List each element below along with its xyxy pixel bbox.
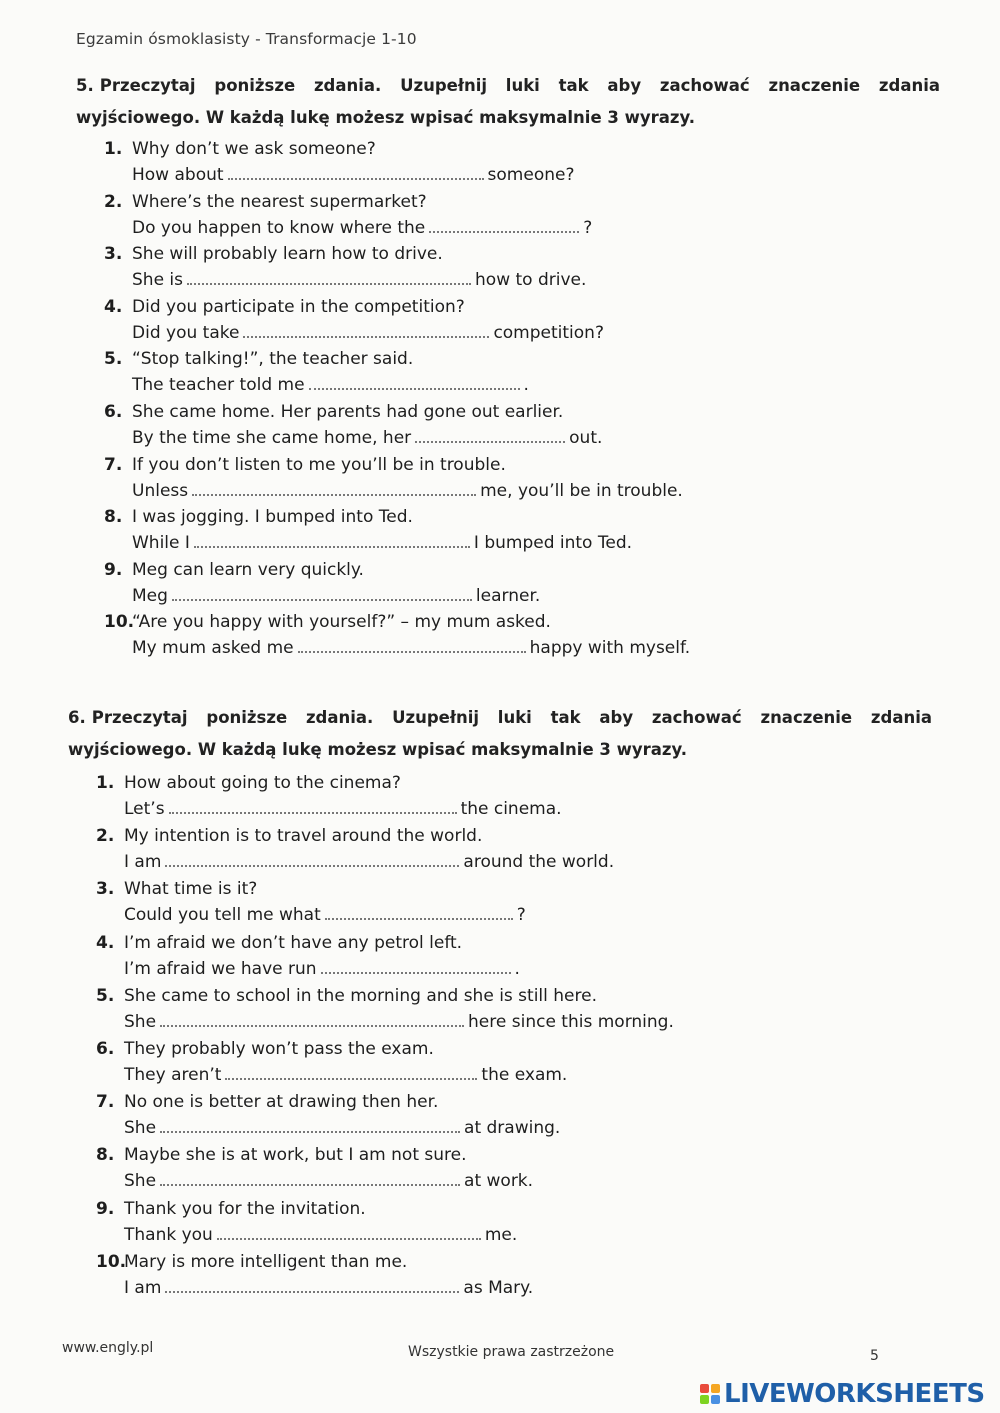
liveworksheets-logo [700,1380,985,1408]
answer-line [104,478,683,504]
logo-mark-tile [700,1395,709,1404]
answer-prefix: Meg [132,585,168,606]
question-sentence [104,452,506,478]
question-text: Where’s the nearest supermarket? [132,191,427,212]
answer-prefix: She [124,1118,157,1139]
answer-blank[interactable] [160,1170,460,1186]
question-text: I’m afraid we don’t have any petrol left. [124,932,463,953]
logo-text: LIVEWORKSHEETS [724,1379,985,1409]
answer-line [96,1062,567,1088]
question-text: Thank you for the invitation. [124,1198,366,1219]
question-number: 1. [104,139,123,159]
answer-blank[interactable] [243,322,489,338]
question-text: Maybe she is at work, but I am not sure. [124,1145,467,1166]
question-sentence [96,1142,467,1168]
logo-mark-tile [711,1384,720,1393]
question-number: 4. [96,932,115,953]
answer-blank[interactable] [169,798,457,814]
question-number: 5. [104,349,123,370]
answer-blank[interactable] [217,1224,481,1240]
answer-prefix: They aren’t [124,1065,222,1085]
answer-blank[interactable] [160,1117,460,1133]
answer-blank[interactable] [298,637,526,653]
question-text: I was jogging. I bumped into Ted. [132,507,413,528]
answer-suffix: how to drive. [475,270,587,291]
question-text: She came home. Her parents had gone out earlier. [132,402,564,422]
question-text: Did you participate in the competition? [132,296,465,317]
answer-prefix: She is [132,270,184,291]
answer-blank[interactable] [160,1011,464,1027]
question-sentence [104,241,443,267]
question-text: What time is it? [124,879,258,900]
answer-blank[interactable] [192,480,476,496]
answer-line [96,1275,533,1301]
answer-line [96,956,520,982]
question-sentence [96,1196,366,1222]
question-sentence [96,823,482,849]
section5-instruction-line1: Przeczytaj poniższe zdania. Uzupełnij luki tak aby zachować znaczenie zdania [99,76,940,95]
answer-prefix: While I [132,533,190,554]
question-text: If you don’t listen to me you’ll be in trouble. [132,454,506,475]
answer-line [104,635,690,661]
question-text: She will probably learn how to drive. [132,244,443,265]
answer-blank[interactable] [187,269,471,285]
question-sentence [96,930,462,956]
answer-prefix: I am [124,1277,162,1298]
answer-suffix: ? [516,905,526,926]
question-number: 2. [104,191,123,212]
question-number: 10. [96,1251,127,1272]
question-number: 9. [104,559,123,580]
question-sentence [96,983,597,1009]
answer-line [104,530,632,556]
answer-blank[interactable] [429,217,579,233]
answer-line [96,796,562,822]
question-sentence [96,770,401,796]
logo-mark-tile [700,1384,709,1393]
question-sentence [96,1249,407,1275]
answer-prefix: How about [132,165,224,185]
question-sentence [104,504,413,530]
section6-instruction-line1: Przeczytaj poniższe zdania. Uzupełnij luki tak aby zachować znaczenie zdania [91,708,932,727]
question-number: 10. [104,612,135,633]
answer-suffix: as Mary. [463,1277,534,1298]
answer-line [96,1222,517,1248]
answer-suffix: . [523,375,529,396]
answer-suffix: someone? [487,165,575,185]
question-sentence [96,1089,438,1115]
question-sentence [96,1036,434,1062]
question-sentence [104,557,364,583]
answer-prefix: She [124,1171,157,1192]
answer-blank[interactable] [325,904,513,920]
question-number: 7. [96,1092,115,1113]
section5-instruction [76,70,940,134]
answer-line [104,583,540,609]
answer-suffix: the exam. [481,1065,568,1085]
footer-page-number: 5 [870,1348,879,1364]
answer-suffix: ? [583,217,593,238]
answer-prefix: My mum asked me [132,638,294,659]
answer-blank[interactable] [165,851,459,867]
question-sentence [104,294,465,320]
question-text: How about going to the cinema? [124,773,401,793]
section6-instruction-line2: wyjściowego. W każdą lukę możesz wpisać maksymalnie 3 wyrazy. [68,740,687,759]
footer-rights: Wszystkie prawa zastrzeżone [408,1344,615,1360]
question-number: 6. [104,402,123,422]
question-text: Meg can learn very quickly. [132,559,364,580]
question-text: Why don’t we ask someone? [132,139,376,159]
answer-line [104,267,586,293]
answer-blank[interactable] [228,164,484,180]
question-number: 7. [104,454,123,475]
answer-line [96,902,526,928]
question-text: Mary is more intelligent than me. [124,1251,408,1272]
answer-suffix: out. [569,428,603,448]
question-number: 1. [96,773,115,793]
answer-suffix: happy with myself. [529,638,691,659]
answer-line [104,425,602,451]
question-sentence [104,189,427,215]
answer-prefix: I’m afraid we have run [124,958,317,979]
section6-number: 6. [68,708,86,727]
answer-prefix: Thank you [124,1224,213,1245]
question-number: 2. [96,826,115,847]
answer-suffix: learner. [475,585,541,606]
section5-instruction-line2: wyjściowego. W każdą lukę możesz wpisać maksymalnie 3 wyrazy. [76,108,695,127]
answer-prefix: Could you tell me what [124,905,321,926]
answer-line [104,372,529,398]
answer-blank[interactable] [194,532,470,548]
answer-prefix: Do you happen to know where the [132,217,426,238]
question-sentence [104,399,563,425]
answer-prefix: She [124,1011,157,1032]
question-text: They probably won’t pass the exam. [124,1039,434,1059]
question-number: 3. [96,879,115,900]
answer-line [104,320,604,346]
answer-prefix: Unless [132,480,189,501]
answer-suffix: me, you’ll be in trouble. [480,480,683,501]
question-number: 3. [104,244,123,265]
section6-instruction [68,702,932,766]
answer-suffix: around the world. [463,852,615,873]
question-text: No one is better at drawing then her. [124,1092,439,1113]
answer-blank[interactable] [415,427,565,443]
question-sentence [104,136,376,162]
answer-prefix: The teacher told me [132,375,305,396]
answer-suffix: at drawing. [464,1118,561,1139]
question-number: 9. [96,1198,115,1219]
question-number: 6. [96,1039,115,1059]
question-sentence [104,609,551,635]
question-sentence [96,876,257,902]
question-number: 4. [104,296,123,317]
answer-prefix: By the time she came home, her [132,428,412,448]
answer-line [104,162,574,188]
logo-mark-icon [700,1384,720,1404]
answer-line [96,1168,533,1194]
question-text: “Stop talking!”, the teacher said. [132,349,414,370]
question-number: 5. [96,985,115,1006]
answer-blank[interactable] [172,585,472,601]
answer-blank[interactable] [225,1064,477,1080]
question-sentence [104,346,413,372]
answer-suffix: competition? [493,322,604,343]
answer-prefix: Did you take [132,322,240,343]
answer-suffix: me. [484,1224,518,1245]
logo-mark-tile [711,1395,720,1404]
question-text: “Are you happy with yourself?” – my mum asked. [132,612,551,633]
answer-suffix: . [514,958,520,979]
question-number: 8. [96,1145,115,1166]
answer-suffix: the cinema. [460,799,562,819]
answer-blank[interactable] [309,374,520,390]
answer-blank[interactable] [321,958,511,974]
answer-suffix: I bumped into Ted. [473,533,633,554]
footer-website[interactable]: www.engly.pl [62,1340,154,1356]
answer-line [96,1115,560,1141]
answer-suffix: here since this morning. [468,1011,674,1032]
answer-line [104,215,592,241]
answer-line [96,849,614,875]
page-header: Egzamin ósmoklasisty - Transformacje 1-10 [76,30,417,48]
answer-suffix: at work. [464,1171,534,1192]
question-number: 8. [104,507,123,528]
question-text: My intention is to travel around the world. [124,826,483,847]
answer-blank[interactable] [165,1277,459,1293]
answer-prefix: I am [124,852,162,873]
question-text: She came to school in the morning and she is still here. [124,985,597,1006]
section5-number: 5. [76,76,94,95]
answer-line [96,1009,674,1035]
answer-prefix: Let’s [124,799,165,819]
